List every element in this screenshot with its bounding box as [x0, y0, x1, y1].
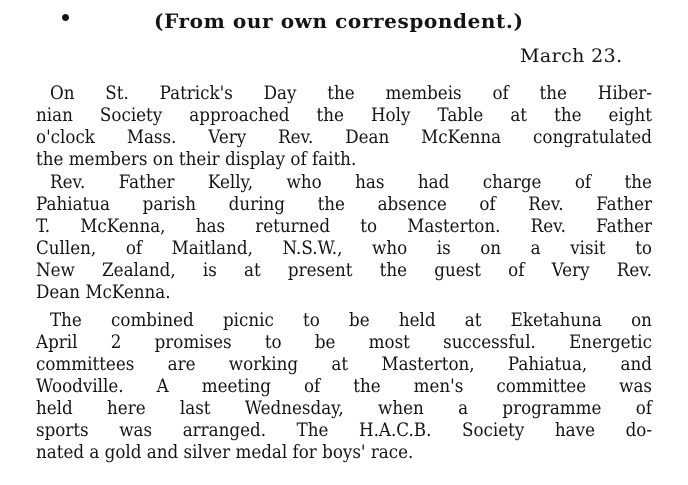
paragraph-3-line-1: The combined picnic to be held at Eketahuna on: [50, 309, 652, 331]
paragraph-3-line-7: nated a gold and silver medal for boys' race.: [36, 441, 414, 463]
paragraph-3-line-5: held here last Wednesday, when a programme of: [36, 397, 652, 419]
paragraph-2-line-6: Dean McKenna.: [36, 281, 171, 303]
dateline: March 23.: [520, 45, 623, 67]
paragraph-1-line-2: nian Society approached the Holy Table at the eight: [36, 104, 652, 126]
paragraph-1-line-4: the members on their display of faith.: [36, 148, 357, 170]
paragraph-2-line-5: New Zealand, is at present the guest of Very Rev.: [36, 259, 652, 281]
correspondent-heading: (From our own correspondent.): [154, 9, 524, 33]
paragraph-1-line-1: On St. Patrick's Day the membeis of the Hiber-: [50, 82, 652, 104]
paragraph-2-line-2: Pahiatua parish during the absence of Rev. Father: [36, 193, 652, 215]
paragraph-2-line-4: Cullen, of Maitland, N.S.W., who is on a visit to: [36, 237, 652, 259]
paragraph-2-line-3: T. McKenna, has returned to Masterton. Rev. Father: [36, 215, 652, 237]
paragraph-3-line-6: sports was arranged. The H.A.C.B. Society have do-: [36, 419, 652, 441]
paragraph-1-line-3: o'clock Mass. Very Rev. Dean McKenna congratulated: [36, 126, 652, 148]
paragraph-3-line-2: April 2 promises to be most successful. Energetic: [36, 331, 652, 353]
paragraph-3-line-3: committees are working at Masterton, Pahiatua, and: [36, 353, 652, 375]
ink-speck: [62, 14, 69, 21]
paragraph-2-line-1: Rev. Father Kelly, who has had charge of the: [50, 171, 652, 193]
paragraph-3-line-4: Woodville. A meeting of the men's committee was: [36, 375, 652, 397]
